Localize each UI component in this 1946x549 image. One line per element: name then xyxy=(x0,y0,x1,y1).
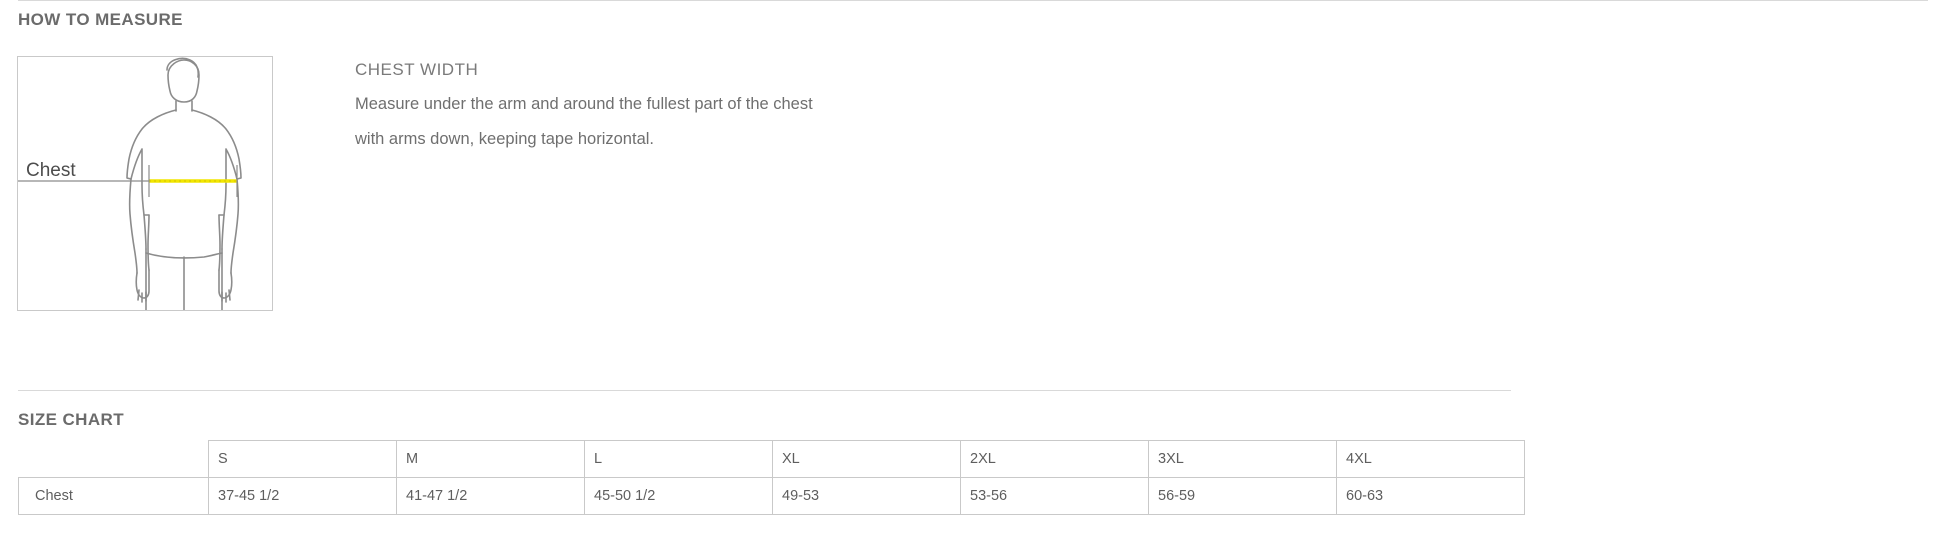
top-divider xyxy=(18,0,1928,1)
column-header-s: S xyxy=(209,441,397,478)
cell-chest-m: 41-47 1/2 xyxy=(397,478,585,515)
size-chart-table xyxy=(18,440,1525,515)
cell-chest-4xl: 60-63 xyxy=(1337,478,1525,515)
body-figure-svg xyxy=(18,57,272,310)
measure-instruction-line-1: Measure under the arm and around the fullest part of the chest xyxy=(355,95,813,113)
column-header-4xl: 4XL xyxy=(1337,441,1525,478)
section-divider xyxy=(18,390,1511,391)
size-chart-heading: SIZE CHART xyxy=(18,410,124,429)
column-header-xl: XL xyxy=(773,441,961,478)
row-label-chest: Chest xyxy=(19,478,209,515)
cell-chest-2xl: 53-56 xyxy=(961,478,1149,515)
column-header-3xl: 3XL xyxy=(1149,441,1337,478)
column-header-m: M xyxy=(397,441,585,478)
cell-chest-3xl: 56-59 xyxy=(1149,478,1337,515)
body-measure-illustration xyxy=(17,56,273,311)
column-header-l: L xyxy=(585,441,773,478)
measure-instruction-line-2: with arms down, keeping tape horizontal. xyxy=(355,130,654,148)
cell-chest-xl: 49-53 xyxy=(773,478,961,515)
cell-chest-s: 37-45 1/2 xyxy=(209,478,397,515)
measure-instruction-heading: CHEST WIDTH xyxy=(355,60,479,79)
chest-label-text: Chest xyxy=(26,160,76,181)
column-header-2xl: 2XL xyxy=(961,441,1149,478)
cell-chest-l: 45-50 1/2 xyxy=(585,478,773,515)
table-row xyxy=(19,478,1525,515)
table-corner-cell xyxy=(19,441,209,478)
how-to-measure-heading: HOW TO MEASURE xyxy=(18,10,183,29)
table-header-row xyxy=(19,441,1525,478)
